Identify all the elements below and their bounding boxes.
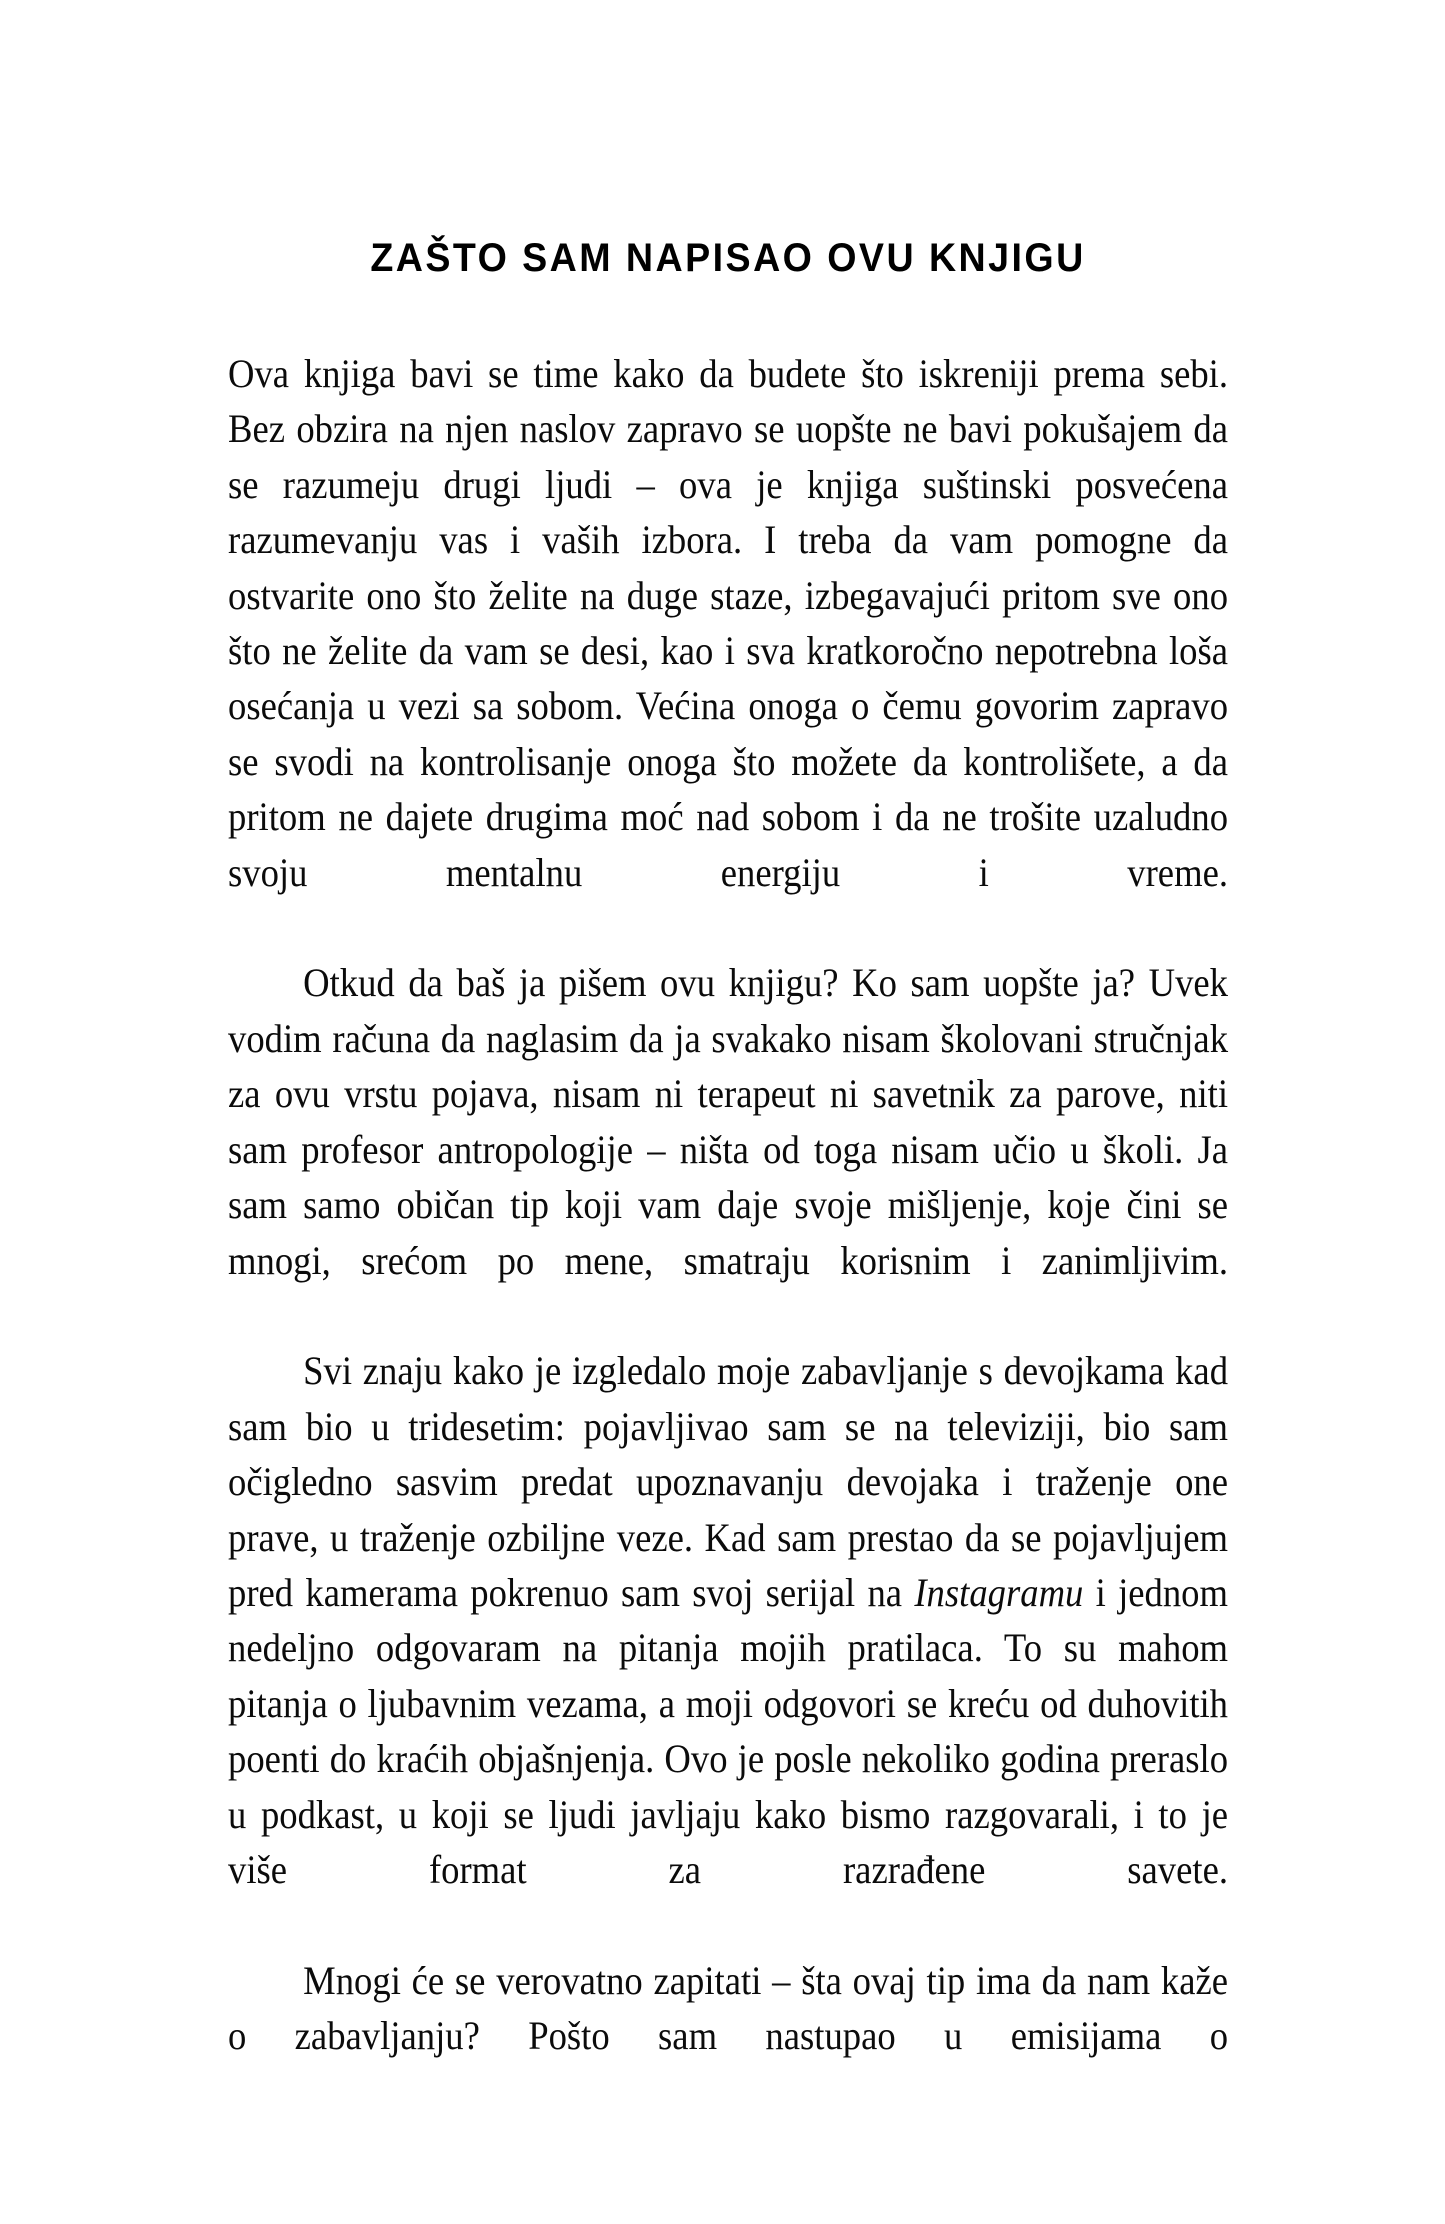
text-column xyxy=(228,236,1228,2119)
chapter-title: ZAŠTO SAM NAPISAO OVU KNJIGU xyxy=(370,236,1086,280)
paragraph-3-tail-text: i jednom nedeljno odgovaram na pitanja mojih pratilaca. To su mahom pitanja o ljubavnim vezama, a moji odgovori se kreću od duhovitih poenti do kraćih objašnjenja. Ovo je posle nekoliko godina preraslo u podkast, u koji se ljudi javljaju kako bismo razgovarali, i to je više format za razrađene savete. xyxy=(228,1569,1229,1892)
instagram-title-italic: Instagramu xyxy=(914,1569,1084,1615)
paragraph-3 xyxy=(228,1343,1228,1952)
paragraph-4: Mnogi će se verovatno zapitati – šta ovaj tip ima da nam kaže o zabavljanju? Pošto sam nastupao u emisijama o xyxy=(228,1957,1229,2059)
paragraph-3-lead-text: Svi znaju kako je izgledalo moje zabavljanje s devojkama kad sam bio u tridesetim: pojavljivao sam se na televiziji, bio sam očigledno sasvim predat upoznavanju devojaka i traženje one prave, u traženje ozbiljne veze. Kad sam prestao da se pojavljujem pred kamerama pokrenuo sam svoj serijal na xyxy=(228,1348,1229,1615)
paragraph-1: Ova knjiga bavi se time kako da budete što iskreniji prema sebi. Bez obzira na njen naslov zapravo se uopšte ne bavi pokušajem da se razumeju drugi ljudi – ova je knjiga suštinski posvećena razumevanju vas i vaših izbora. I treba da vam pomogne da ostvarite ono što želite na duge staze, izbegavajući pritom sve ono što ne želite da vam se desi, kao i sva kratkoročno nepotrebna loša osećanja u vezi sa sobom. Većina onoga o čemu govorim zapravo se svodi na kontrolisanje onoga što možete da kontrolišete, a da pritom ne dajete drugima moć nad sobom i da ne trošite uzaludno svoju mentalnu energiju i vreme. xyxy=(228,351,1229,895)
paragraph-2: Otkud da baš ja pišem ovu knjigu? Ko sam uopšte ja? Uvek vodim računa da naglasim da ja svakako nisam školovani stručnjak za ovu vrstu pojava, nisam ni terapeut ni savetnik za parove, niti sam profesor antropologije – ništa od toga nisam učio u školi. Ja sam samo običan tip koji vam daje svoje mišljenje, koje čini se mnogi, srećom po mene, smatraju korisnim i zanimljivim. xyxy=(228,960,1229,1283)
